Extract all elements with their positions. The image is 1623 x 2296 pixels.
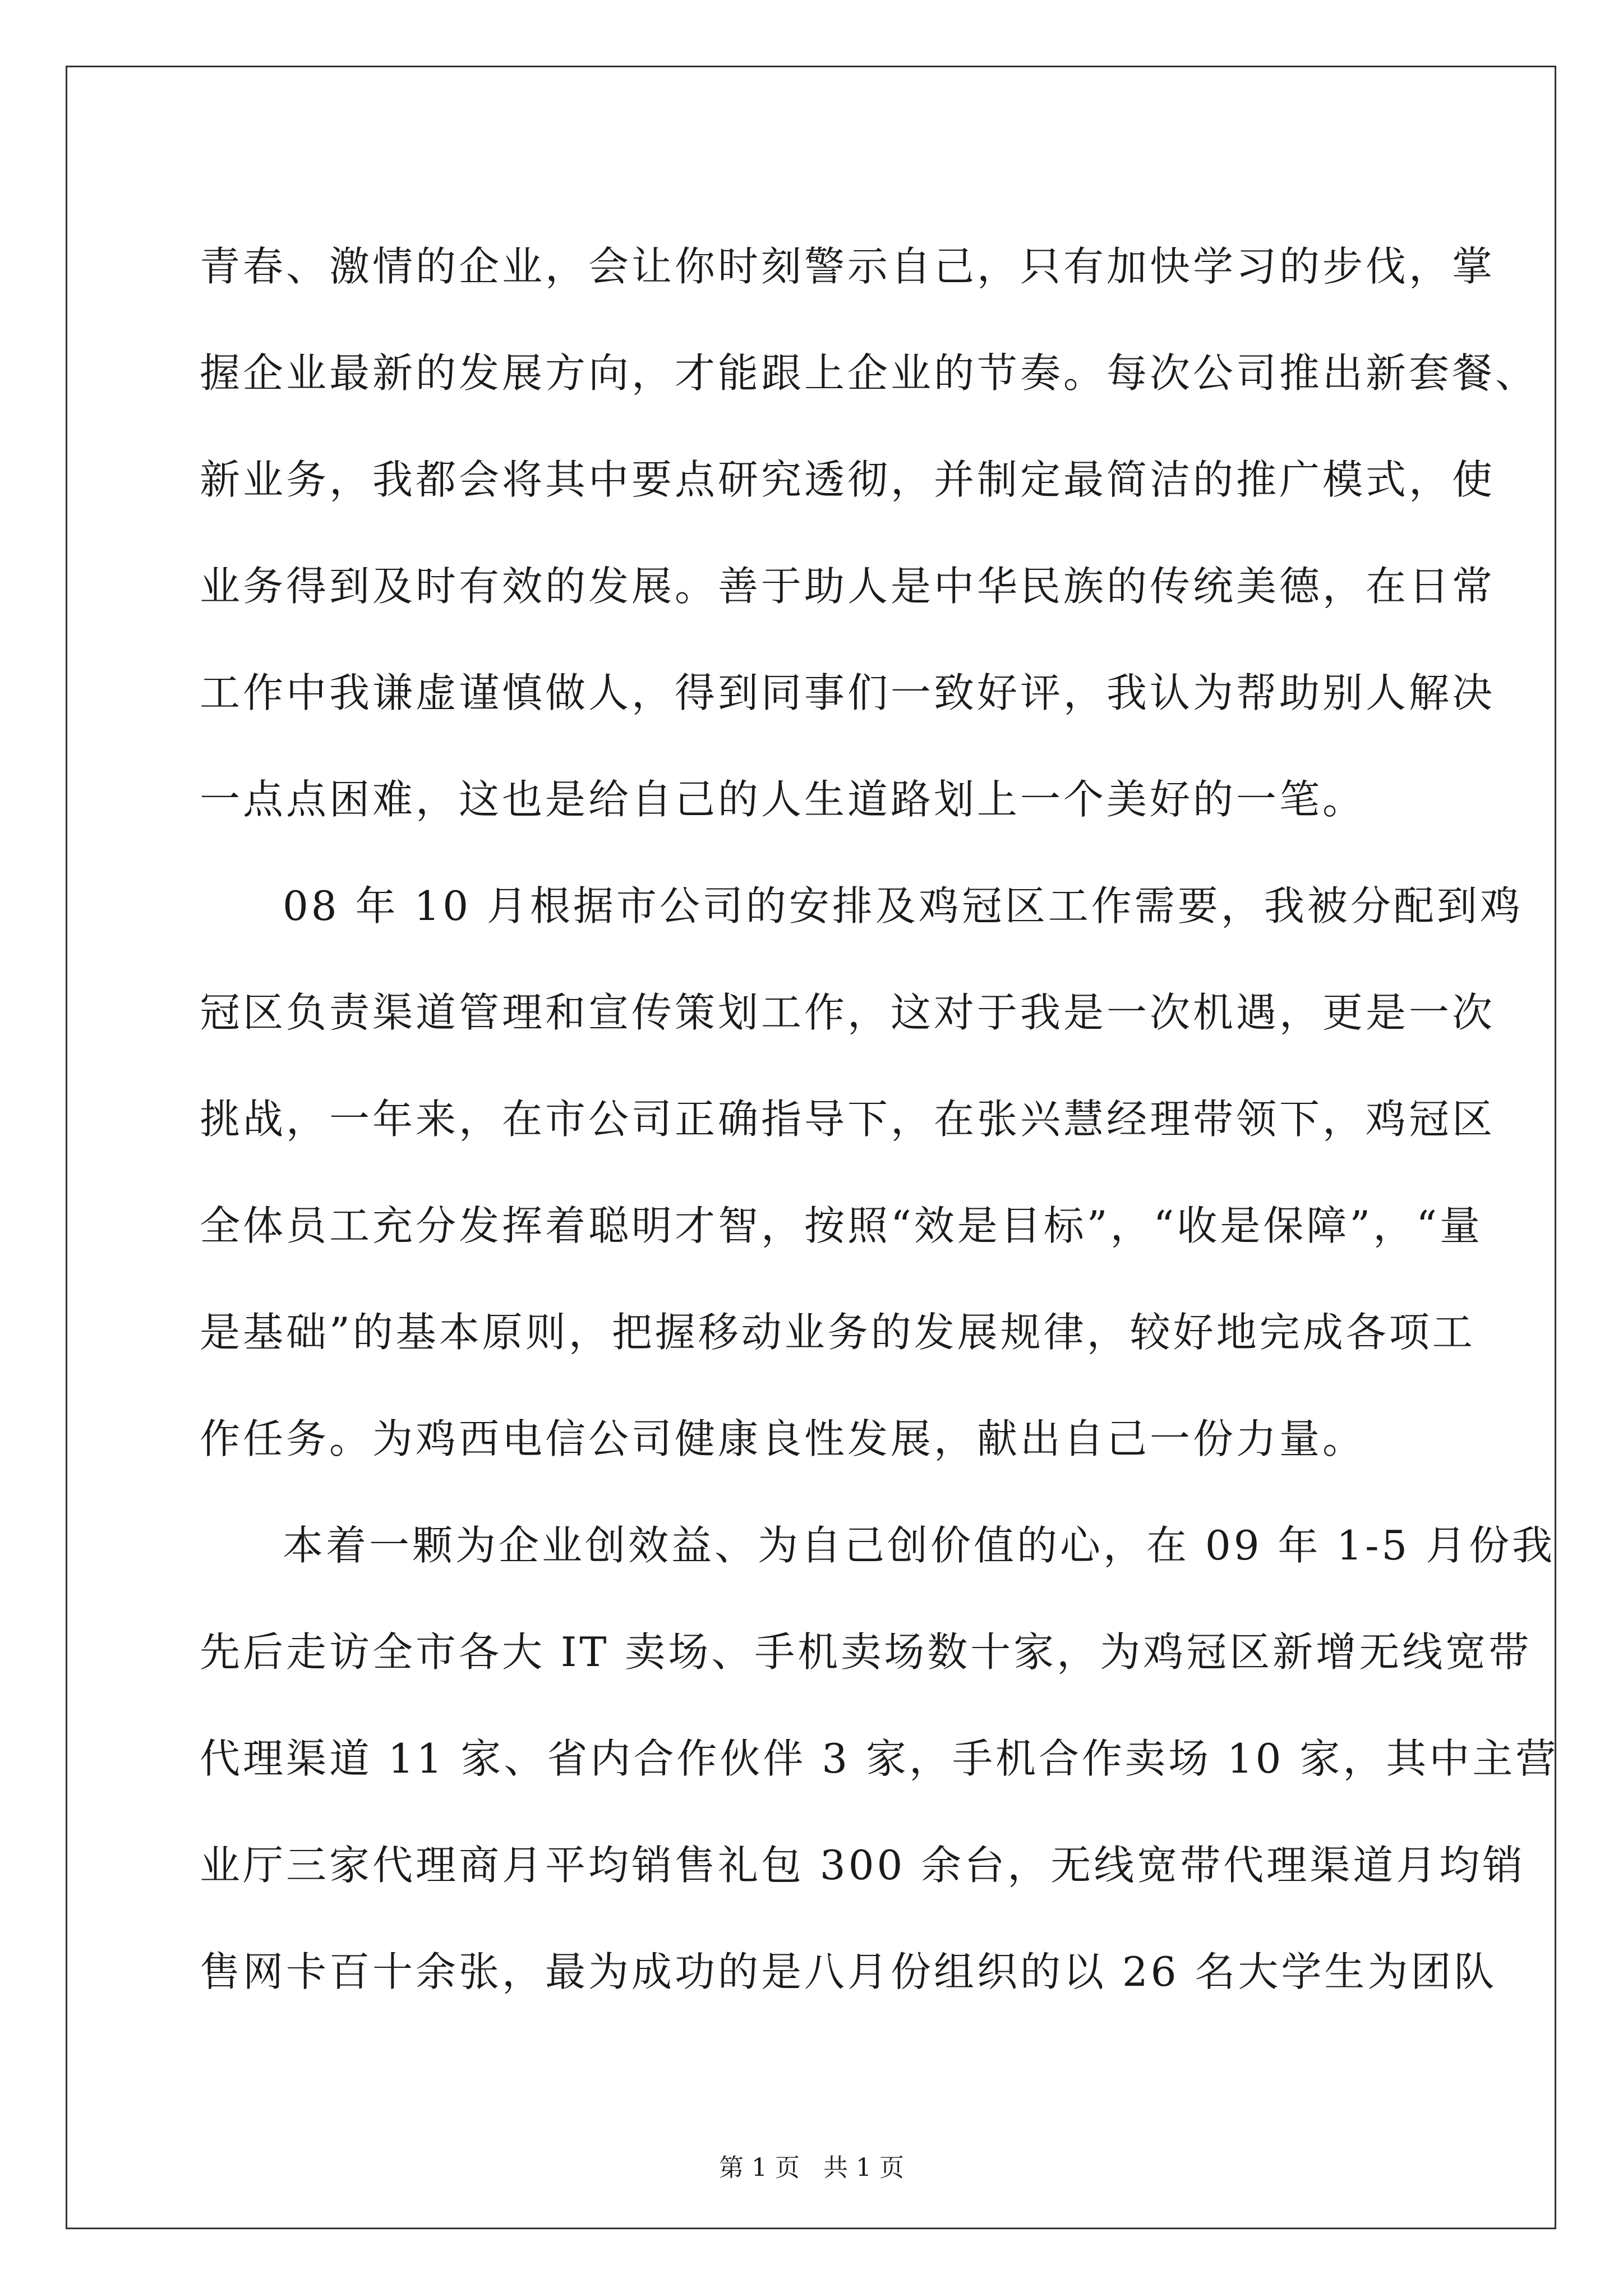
paragraph-2-line-3: 挑战，一年来，在市公司正确指导下，在张兴慧经理带领下，鸡冠区 xyxy=(200,1096,1496,1143)
paragraph-2-line-2: 冠区负责渠道管理和宣传策划工作，这对于我是一次机遇，更是一次 xyxy=(200,989,1496,1036)
paragraph-1-line-6: 一点点困难，这也是给自己的人生道路划上一个美好的一笔。 xyxy=(200,776,1366,823)
paragraph-3-line-3: 代理渠道 11 家、省内合作伙伴 3 家，手机合作卖场 10 家，其中主营 xyxy=(200,1735,1559,1782)
paragraph-2-line-6: 作任务。为鸡西电信公司健康良性发展，献出自己一份力量。 xyxy=(200,1415,1366,1462)
paragraph-2-line-4: 全体员工充分发挥着聪明才智，按照“效是目标”，“收是保障”，“量 xyxy=(200,1202,1483,1249)
paragraph-1-line-3: 新业务，我都会将其中要点研究透彻，并制定最简洁的推广模式，使 xyxy=(200,456,1496,503)
paragraph-1-line-1: 青春、激情的企业，会让你时刻警示自己，只有加快学习的步伐，掌 xyxy=(200,243,1496,290)
page-footer: 第 1 页 共 1 页 xyxy=(719,2154,904,2182)
paragraph-1-line-4: 业务得到及时有效的发展。善于助人是中华民族的传统美德，在日常 xyxy=(200,563,1496,610)
paragraph-3-line-1: 本着一颗为企业创效益、为自己创价值的心，在 09 年 1-5 月份我 xyxy=(283,1522,1556,1569)
paragraph-1-line-5: 工作中我谦虚谨慎做人，得到同事们一致好评，我认为帮助别人解决 xyxy=(200,669,1496,716)
paragraph-2-line-1: 08 年 10 月根据市公司的安排及鸡冠区工作需要，我被分配到鸡 xyxy=(283,882,1523,930)
paragraph-1-line-2: 握企业最新的发展方向，才能跟上企业的节奏。每次公司推出新套餐、 xyxy=(200,349,1539,397)
paragraph-3-line-4: 业厅三家代理商月平均销售礼包 300 余台，无线宽带代理渠道月均销 xyxy=(200,1842,1526,1889)
paragraph-3-line-2: 先后走访全市各大 IT 卖场、手机卖场数十家，为鸡冠区新增无线宽带 xyxy=(200,1628,1532,1676)
document-body xyxy=(200,213,1559,2025)
paragraph-2-line-5: 是基础”的基本原则，把握移动业务的发展规律，较好地完成各项工 xyxy=(200,1309,1476,1356)
paragraph-3-line-5: 售网卡百十余张，最为成功的是八月份组织的以 26 名大学生为团队 xyxy=(200,1948,1497,1995)
